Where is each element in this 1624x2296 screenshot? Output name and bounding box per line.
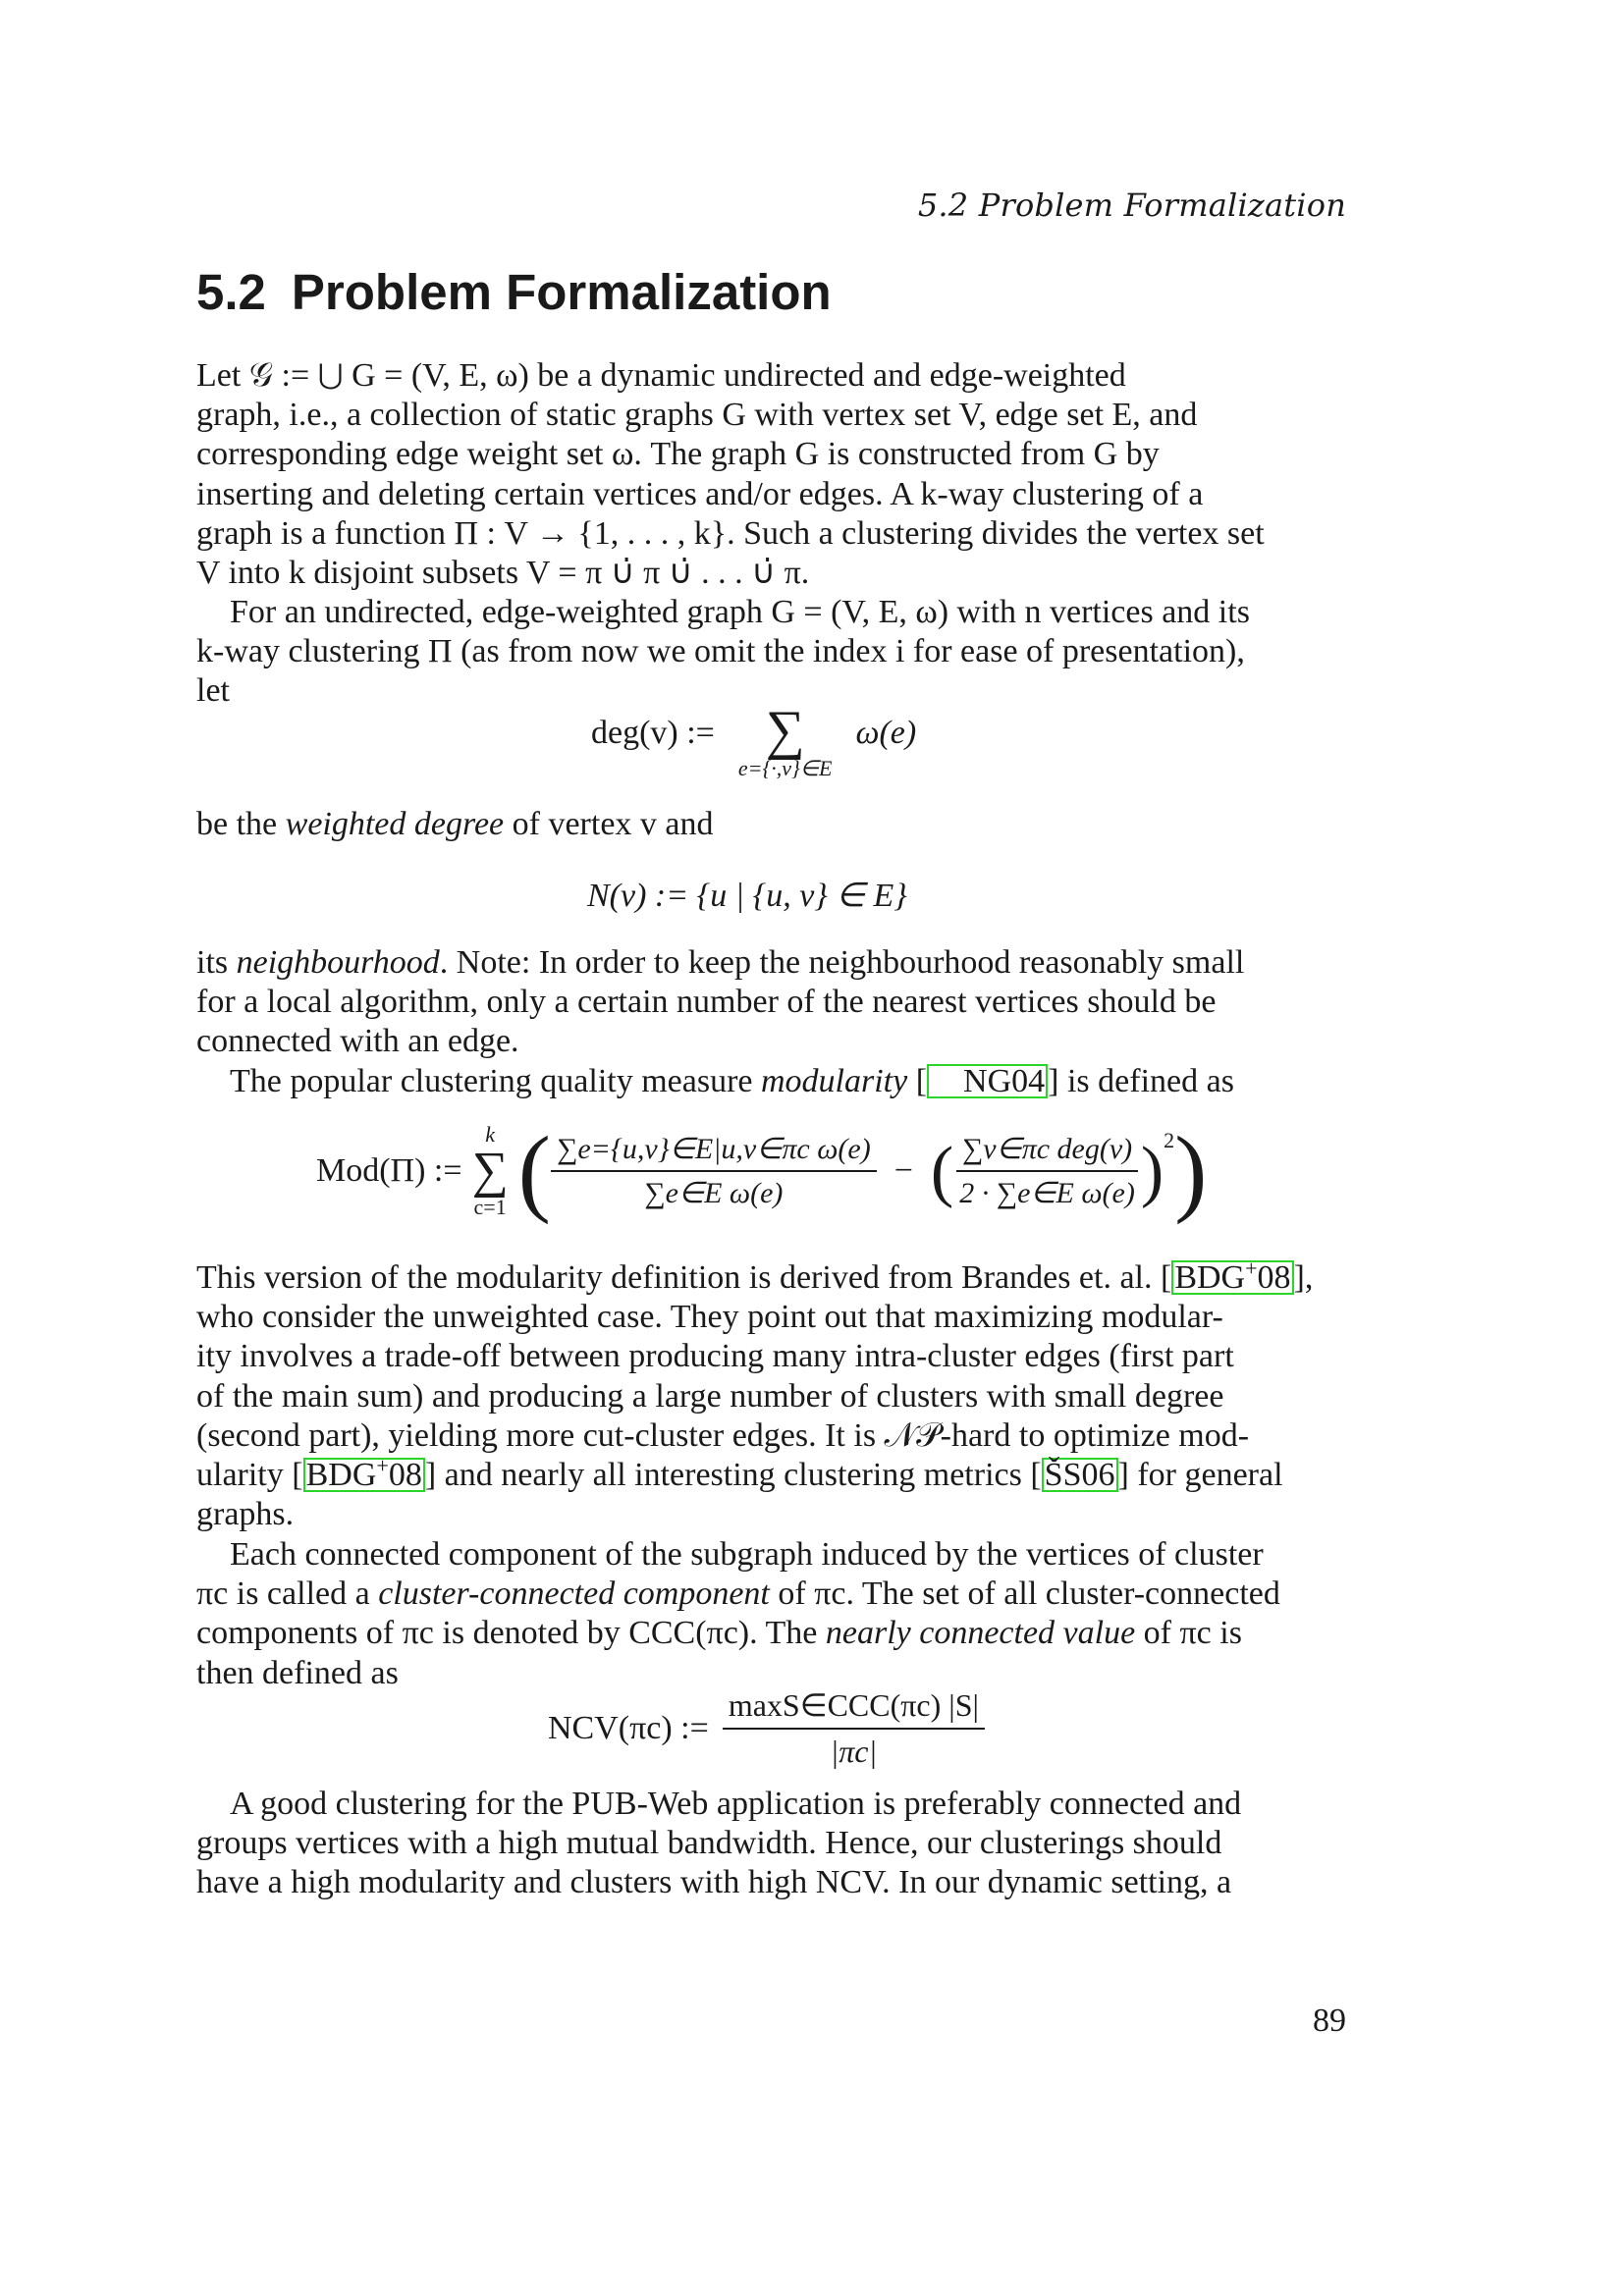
fraction-degree — [953, 1132, 1141, 1210]
text: ularity — [196, 1457, 293, 1494]
paragraph-5-line-1: This version of the modularity definition is derived from Brandes et. al. [BDG+08], — [196, 1255, 1314, 1296]
paragraph-2-line-2: k-way clustering Π (as from now we omit the index i for ease of presentation), — [196, 633, 1245, 670]
left-paren: ( — [517, 1116, 551, 1225]
inner-right-paren: ) — [1140, 1133, 1164, 1209]
paragraph-6-line-4: then defined as — [196, 1654, 399, 1691]
sum-upper: k — [485, 1122, 495, 1147]
weighted-degree-text — [196, 805, 1343, 844]
term-modularity: modularity — [761, 1063, 908, 1099]
paragraph-2-line-1: For an undirected, edge-weighted graph G = (V, E, ω) with n vertices and its — [230, 594, 1250, 630]
term-weighted-degree: weighted degree — [285, 806, 505, 842]
inner-left-paren: ( — [930, 1133, 954, 1209]
text: components of πc is denoted by CCC(πc). The — [196, 1615, 826, 1652]
text: πc is called a — [196, 1575, 379, 1613]
paragraph-2 — [196, 593, 1343, 712]
text: The popular clustering quality measure — [230, 1063, 761, 1099]
term-cluster-connected-component: cluster-connected component — [378, 1575, 770, 1613]
text: for general — [1128, 1457, 1283, 1494]
paragraph-1-line-1: Let 𝒢 := ⋃ G = (V, E, ω) be a dynamic undirected and edge-weighted — [196, 357, 1126, 394]
cite-sup: + — [376, 1453, 389, 1478]
paragraph-2-line-3: let — [196, 672, 230, 710]
paragraph-3 — [196, 943, 1343, 1062]
fraction-ncv-numerator: maxS∈CCC(πc) |S| — [723, 1686, 985, 1730]
text: . Note: In order to keep the neighbourhood reasonably small — [439, 944, 1245, 981]
paragraph-1 — [196, 356, 1343, 593]
cite-year: 08 — [388, 1457, 422, 1494]
equation-weighted-degree — [591, 700, 917, 780]
cite-key: BDG — [1174, 1259, 1246, 1296]
citation-bdg08[interactable] — [1171, 1255, 1293, 1296]
paragraph-1-line-6: V into k disjoint subsets V = π ∪̇ π ∪̇ . . . ∪̇ π. — [196, 555, 810, 592]
text: of vertex v and — [504, 806, 714, 842]
section-heading — [196, 263, 832, 321]
section-number: 5.2 — [196, 264, 266, 320]
minus-sign: − — [893, 1152, 913, 1189]
citation-ng04[interactable]: NG04 — [927, 1064, 1048, 1098]
text: and nearly all interesting clustering metrics — [436, 1457, 1031, 1494]
fraction-intra — [551, 1132, 877, 1210]
paragraph-5-line-3: ity involves a trade-off between producing many intra-cluster edges (first part — [196, 1338, 1234, 1375]
paragraph-3-line-1 — [196, 943, 1343, 983]
sum-lower: c=1 — [473, 1195, 507, 1219]
cite-year: 08 — [1257, 1259, 1291, 1296]
fraction-degree-denominator: 2 · ∑e∈E ω(e) — [959, 1177, 1135, 1209]
equation-ncv — [548, 1686, 985, 1770]
right-paren: ) — [1174, 1116, 1208, 1225]
paragraph-5 — [196, 1255, 1343, 1534]
sum-limit: e={·,v}∈E — [737, 756, 833, 780]
paragraph-6-line-2 — [196, 1575, 1343, 1614]
paragraph-5-line-7: graphs. — [196, 1496, 295, 1533]
fraction-degree-numerator: ∑v∈πc deg(v) — [956, 1132, 1138, 1172]
paragraph-1-line-3: corresponding edge weight set ω. The graph G is constructed from G by — [196, 436, 1160, 473]
eq-mod-lhs: Mod(Π) := — [316, 1152, 462, 1189]
text: be the — [196, 806, 286, 842]
cite-key: BDG — [305, 1457, 377, 1494]
paragraph-7-line-2: groups vertices with a high mutual bandwidth. Hence, our clusterings should — [196, 1825, 1222, 1862]
paragraph-7-line-1: A good clustering for the PUB-Web application is preferably connected and — [230, 1786, 1242, 1822]
paragraph-7-line-3: have a high modularity and clusters with high NCV. In our dynamic setting, a — [196, 1864, 1232, 1901]
fraction-intra-numerator: ∑e={u,v}∈E|u,v∈πc ω(e) — [551, 1132, 877, 1172]
text: is defined as — [1058, 1063, 1234, 1099]
section-title: Problem Formalization — [291, 264, 832, 320]
text: of πc. The set of all cluster-connected — [769, 1575, 1280, 1613]
text: its — [196, 944, 237, 981]
fraction-ncv-denominator: |πc| — [830, 1734, 878, 1769]
cite-sup: + — [1245, 1255, 1258, 1281]
text: This version of the modularity definition is derived from Brandes et. al. — [196, 1259, 1161, 1296]
term-nearly-connected-value: nearly connected value — [825, 1615, 1136, 1652]
paragraph-5-line-6: ularity [BDG+08] and nearly all interesting clustering metrics [ŠS06] for general — [196, 1453, 1283, 1494]
eq-deg-lhs: deg(v) := — [591, 715, 715, 751]
equation-modularity — [316, 1116, 1208, 1225]
citation-bdg08-2[interactable] — [303, 1453, 425, 1494]
paragraph-3-line-2: for a local algorithm, only a certain number of the nearest vertices should be — [196, 984, 1217, 1021]
eq-mod-sum — [472, 1124, 509, 1218]
paragraph-6-line-3 — [196, 1614, 1343, 1653]
eq-deg-rhs: ω(e) — [855, 715, 917, 751]
paragraph-6-line-1: Each connected component of the subgraph induced by the vertices of cluster — [230, 1536, 1264, 1573]
term-neighbourhood: neighbourhood — [236, 944, 440, 981]
text: of πc is — [1135, 1615, 1242, 1652]
fraction-intra-denominator: ∑e∈E ω(e) — [644, 1177, 784, 1209]
running-head: 5.2 Problem Formalization — [917, 187, 1346, 224]
page-number: 89 — [1313, 2002, 1346, 2039]
equation-neighbourhood: N(v) := {u | {u, v} ∈ E} — [587, 878, 907, 914]
eq-deg-sum — [737, 700, 833, 780]
paragraph-5-line-4: of the main sum) and producing a large number of clusters with small degree — [196, 1377, 1224, 1415]
exponent: 2 — [1164, 1128, 1175, 1152]
paragraph-1-line-2: graph, i.e., a collection of static graphs G with vertex set V, edge set E, and — [196, 397, 1198, 434]
sum-symbol: ∑ — [471, 1143, 509, 1199]
paragraph-7 — [196, 1785, 1343, 1903]
paragraph-6 — [196, 1535, 1343, 1693]
paragraph-1-line-5: graph is a function Π : V → {1, . . . , k}. Such a clustering divides the vertex set — [196, 514, 1265, 552]
fraction-ncv — [723, 1686, 985, 1770]
paragraph-3-line-3: connected with an edge. — [196, 1023, 519, 1060]
paragraph-1-line-4: inserting and deleting certain vertices and/or edges. A k-way clustering of a — [196, 475, 1204, 512]
sum-symbol: ∑ — [765, 700, 805, 761]
paragraph-5-line-2: who consider the unweighted case. They point out that maximizing modular- — [196, 1299, 1223, 1336]
citation-ss06[interactable]: ŠS06 — [1042, 1458, 1118, 1492]
eq-ncv-lhs: NCV(πc) := — [548, 1709, 709, 1746]
paragraph-5-line-5: (second part), yielding more cut-cluster edges. It is 𝒩𝒫-hard to optimize mod- — [196, 1416, 1250, 1454]
paragraph-4: The popular clustering quality measure modularity [ NG04] is defined as — [230, 1063, 1234, 1099]
